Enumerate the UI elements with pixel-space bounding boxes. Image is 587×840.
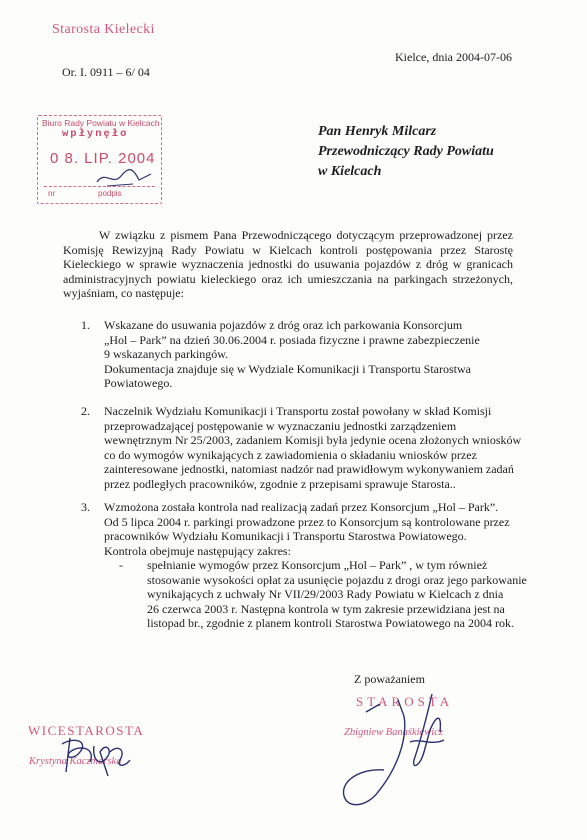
reference-number: Or. I. 0911 – 6/ 04 xyxy=(62,65,150,79)
list-item-line: co do wymogów wynikających z zawiadomienia o składaniu wniosków przez xyxy=(104,447,477,462)
addressee-name: Pan Henryk Milcarz xyxy=(318,124,437,139)
list-item-line: Dokumentacja znajduje się w Wydziale Komunikacji i Transportu Starostwa xyxy=(104,361,471,376)
list-item-line: wewnętrznym Nr 25/2003, zadaniem Komisji była jedynie ocena złożonych wniosków xyxy=(104,433,522,447)
list-item-line: „Hol – Park” na dzień 30.06.2004 r. posiada fizyczne i prawne zabezpieczenie xyxy=(104,332,480,347)
list-item-line: Powiatowego. xyxy=(104,376,173,390)
received-stamp-nr: nr xyxy=(48,189,56,198)
date-line: Kielce, dnia 2004-07-06 xyxy=(395,50,512,64)
office-stamp: Starosta Kielecki xyxy=(52,22,155,37)
vice-name-stamp: Krystyna Kaczmarska xyxy=(29,756,122,767)
starosta-title-stamp: STAROSTA xyxy=(356,694,454,709)
list-item-line: pracowników Wydziału Komunikacji i Transportu Starostwa Powiatowego. xyxy=(104,529,467,543)
list-item-line: przeprowadzającej postępowanie w wyznaczaniu jednostki zarządzeniem xyxy=(104,418,457,433)
sub-list-line: 26 czerwca 2003 r. Następna kontrola w tym zakresie przewidziana jest na xyxy=(147,601,505,616)
list-item-line: Od 5 lipca 2004 r. parkingi prowadzone przez to Konsorcjum są kontrolowane przez xyxy=(104,514,510,529)
sub-list-line: stosowanie wysokości opłat za usunięcie pojazdu z drogi oraz jego parkowanie xyxy=(147,572,527,587)
starosta-name-stamp: Zbigniew Banaśkiewicz xyxy=(344,727,443,738)
list-item-line: Naczelnik Wydziału Komunikacji i Transportu został powołany w skład Komisji xyxy=(104,404,492,418)
received-stamp-office: Biuro Rady Powiatu w Kielcach xyxy=(42,118,160,128)
list-item-number: 1. xyxy=(81,318,90,332)
list-item-number: 3. xyxy=(81,500,90,514)
list-item-number: 2. xyxy=(81,404,90,418)
list-item-line: Wskazane do usuwania pojazdów z dróg oraz ich parkowania Konsorcjum xyxy=(104,318,463,332)
list-item-line: Kontrola obejmuje następujący zakres: xyxy=(104,543,291,558)
list-item-line: Wzmożona została kontrola nad realizacją zadań przez Konsorcjum „Hol – Park”. xyxy=(104,500,499,514)
sub-list-line: wynikających z uchwały Nr VII/29/2003 Rady Powiatu w Kielcach z dnia xyxy=(147,587,504,601)
sub-list-line: spełnianie wymogów przez Konsorcjum „Hol – Park” , w tym również xyxy=(147,558,488,572)
addressee-location: w Kielcach xyxy=(318,164,382,179)
list-item-line: 9 wskazanych parkingów. xyxy=(104,347,229,361)
addressee-position: Przewodniczący Rady Powiatu xyxy=(318,144,494,159)
list-item-line: zainteresowane jednostki, natomiast nadzór nad prawidłowym wykonywaniem zadań xyxy=(104,462,514,476)
starosta-signature xyxy=(344,694,444,805)
vice-signature xyxy=(62,738,130,776)
list-item-line: przez podległych pracowników, zgodnie z przepisami sprawuje Starosta.. xyxy=(104,476,456,491)
received-stamp-label: wpłynęło xyxy=(62,128,129,140)
closing-salutation: Z poważaniem xyxy=(354,672,425,686)
vice-title-stamp: WICESTAROSTA xyxy=(28,723,145,738)
received-stamp-date: 0 8. LIP. 2004 xyxy=(50,150,156,167)
received-stamp-signature-label: podpis xyxy=(98,189,122,198)
intro-paragraph: W związku z pismem Pana Przewodniczącego dotyczącym przeprowadzonej przez Komisję Rewizyjną Rady Powiatu w Kielcach kontroli postępowania przez Starostę Kieleckiego w sprawie wyznaczenia jednostki do usuwania pojazdów z dróg w granicach administracyjnych powiatu kieleckiego oraz ich umieszczania na parkingach strzeżonych, wyjaśniam, co następuje: xyxy=(63,228,513,300)
sub-list-line: listopad br., zgodnie z planem kontroli Starostwa Powiatowego na 2004 rok. xyxy=(147,616,514,630)
sub-list-dash: - xyxy=(119,558,123,572)
